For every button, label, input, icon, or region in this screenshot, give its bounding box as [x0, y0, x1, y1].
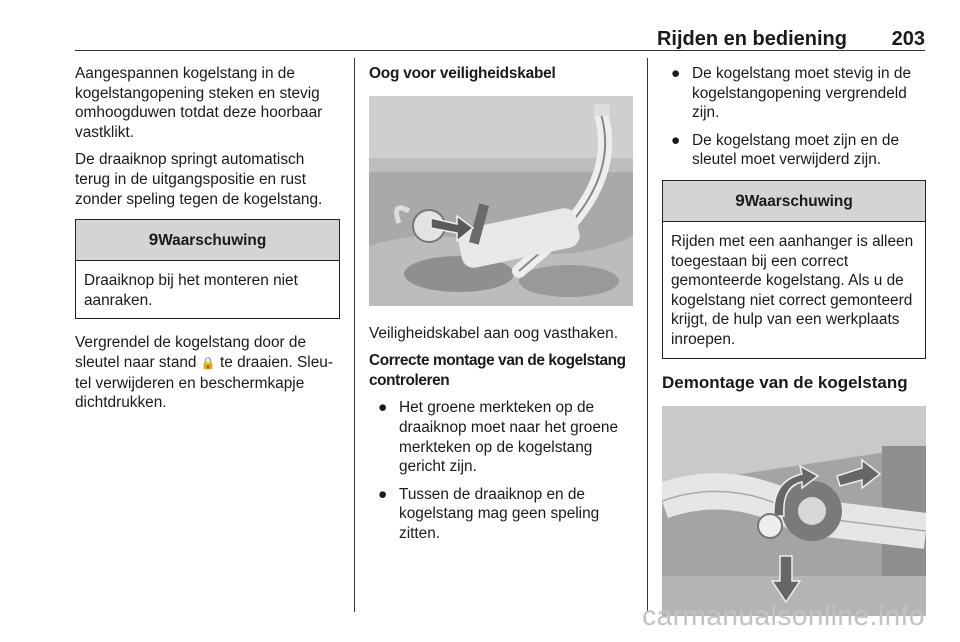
list-item [662, 131, 926, 170]
paragraph-insert-ball: Aangespannen kogelstang in de kogelstangopening steken en stevig omhoogduwen totdat deze hoorbaar vastklikt. [75, 65, 323, 141]
warning-icon: 9 [735, 190, 745, 210]
header-rule [75, 50, 925, 51]
list-item-text: Tussen de draaiknop en de kogelstang mag geen speling zitten. [399, 485, 600, 542]
warning-header [76, 220, 339, 261]
lock-icon: 🔒 [200, 355, 216, 370]
warning-body: Rijden met een aanhanger is alleen toegestaan bij een correct gemonteerde kogelstang. Als u de kogelstang niet correct gemonteerd krijgt, de hulp van een werkplaats inroepen. [671, 232, 914, 348]
bullet-icon: ● [671, 65, 681, 82]
lock-text-2: te draaien. Sleutel verwijderen en beschermkapje dichtdrukken. [75, 353, 333, 412]
column-2 [369, 64, 633, 552]
warning-title: Waarschuwing [744, 192, 853, 210]
lock-text-1: Vergrendel de kogelstang door de sleutel naar stand [75, 334, 307, 371]
heading-removal: Demontage van de kogelstang [662, 372, 908, 392]
list-item [662, 64, 926, 123]
subheading-check-mount: Correcte montage van de kogelstang controleren [369, 352, 626, 389]
column-1 [75, 64, 340, 421]
paragraph-lock [75, 333, 340, 412]
bullet-icon: ● [378, 485, 388, 503]
warning-icon: 9 [148, 230, 159, 250]
page-header [75, 28, 925, 50]
list-item [369, 485, 633, 544]
safety-cable-illustration [369, 96, 633, 306]
column-divider-1 [354, 58, 355, 612]
section-title: Rijden en bediening [656, 28, 847, 50]
column-3 [662, 64, 926, 634]
list-item [369, 398, 633, 476]
warning-title: Waarschuwing [158, 232, 267, 250]
bullet-icon: ● [671, 131, 681, 149]
list-item-text: Het groene merkteken op de draaiknop moet naar het groene merkteken op de kogelstang gericht zijn. [399, 399, 619, 476]
image-caption: Veiligheidskabel aan oog vasthaken. [369, 324, 619, 342]
warning-box [662, 180, 926, 359]
list-item-text: De kogelstang moet stevig in de kogelstangopening vergrendeld zijn. [692, 65, 912, 122]
page-number: 203 [891, 28, 925, 50]
heading-safety-eye: Oog voor veiligheidskabel [369, 65, 556, 82]
warning-body: Draaiknop bij het monteren niet aanraken. [84, 272, 298, 309]
warning-header [663, 181, 925, 222]
paragraph-knob-returns: De draaiknop springt automatisch terug in de uitgangspositie en rust zonder speling tegen de kogelstang. [75, 151, 323, 208]
watermark: carmanualsonline.info [642, 600, 925, 631]
list-item-text: De kogelstang moet zijn en de sleutel moet verwijderd zijn. [692, 131, 900, 169]
bullet-icon: ● [378, 399, 388, 417]
warning-box [75, 219, 340, 319]
removal-illustration [662, 406, 926, 616]
column-divider-2 [647, 58, 648, 612]
